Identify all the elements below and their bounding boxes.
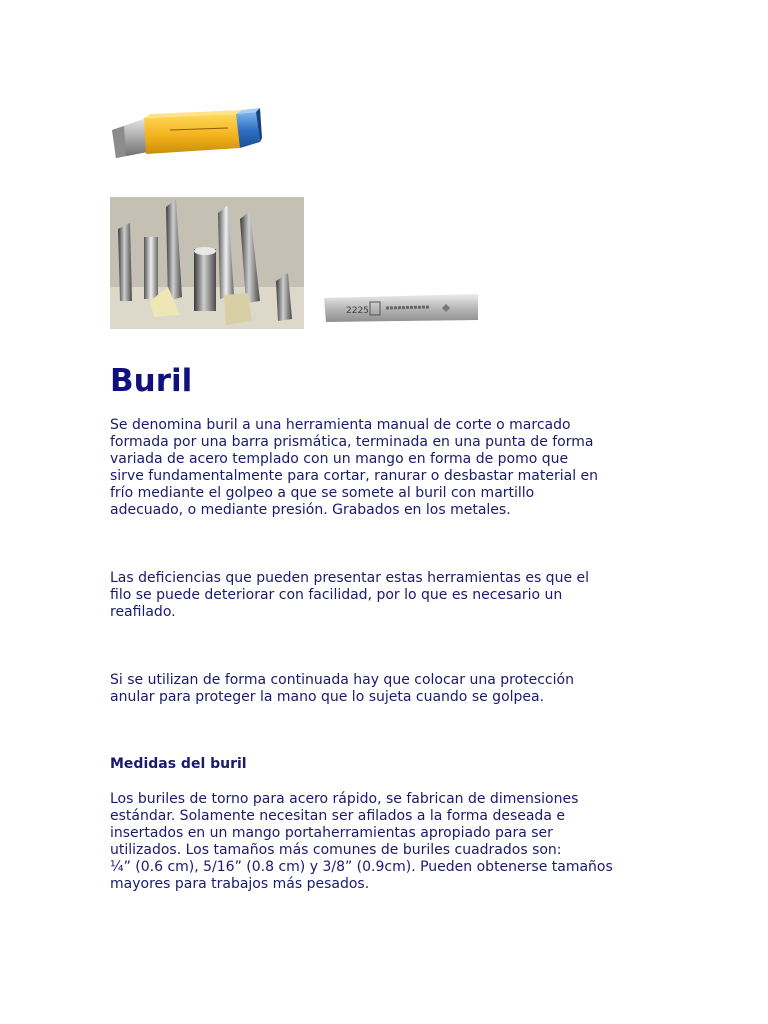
tool-cylinder-top xyxy=(194,247,216,255)
bit-tip-facet xyxy=(112,126,126,158)
paragraph-sizes: Los buriles de torno para acero rápido, se fabrican de dimensiones estándar. Solamente necesitan ser afilados a la forma deseada e insertados en un mango portaherramientas apropiado para ser utilizados. Los tamaños más comunes de buriles cuadrados son: ¼” (0.6 cm), 5/16” (0.8 cm) y 3/8” (0.9cm). Pueden obtenerse tamaños mayores para trabajos más pesados. xyxy=(110,791,613,892)
tool-bar-1 xyxy=(118,223,132,301)
tool-cylinder xyxy=(194,249,216,311)
bar-marking-number: 2225 xyxy=(346,306,369,316)
paragraph-protection: Si se utilizan de forma continuada hay que colocar una protección anular para proteger la mano que lo sujeta cuando se golpea. xyxy=(110,672,574,705)
page-title: Buril xyxy=(110,363,193,399)
bit-yellow-body xyxy=(144,114,240,154)
bit-blue-end xyxy=(236,112,260,148)
bar-engraving xyxy=(386,307,430,308)
lathe-bit-image xyxy=(110,96,265,172)
assorted-tools-illustration xyxy=(110,197,304,329)
square-bit-bar-image xyxy=(322,292,480,324)
section-heading-sizes: Medidas del buril xyxy=(110,756,247,772)
paragraph-deficiencies: Las deficiencias que pueden presentar estas herramientas es que el filo se puede deteriorar con facilidad, por lo que es necesario un reafilado. xyxy=(110,570,590,620)
tool-block xyxy=(224,293,252,325)
tool-bar-2 xyxy=(144,237,158,299)
assorted-tools-photo xyxy=(110,197,304,329)
paragraph-definition: Se denomina buril a una herramienta manual de corte o marcado formada por una barra prismática, terminada en una punta de forma variada de acero templado con un mango en forma de pomo que sirve fundamentalmente para cortar, ranurar o desbastar material en frío mediante el golpeo a que se somete al buril con martillo adecuado, o mediante presión. Grabados en los metales. xyxy=(110,417,599,518)
square-bit-bar-illustration xyxy=(322,292,480,324)
lathe-bit-illustration xyxy=(110,96,265,172)
